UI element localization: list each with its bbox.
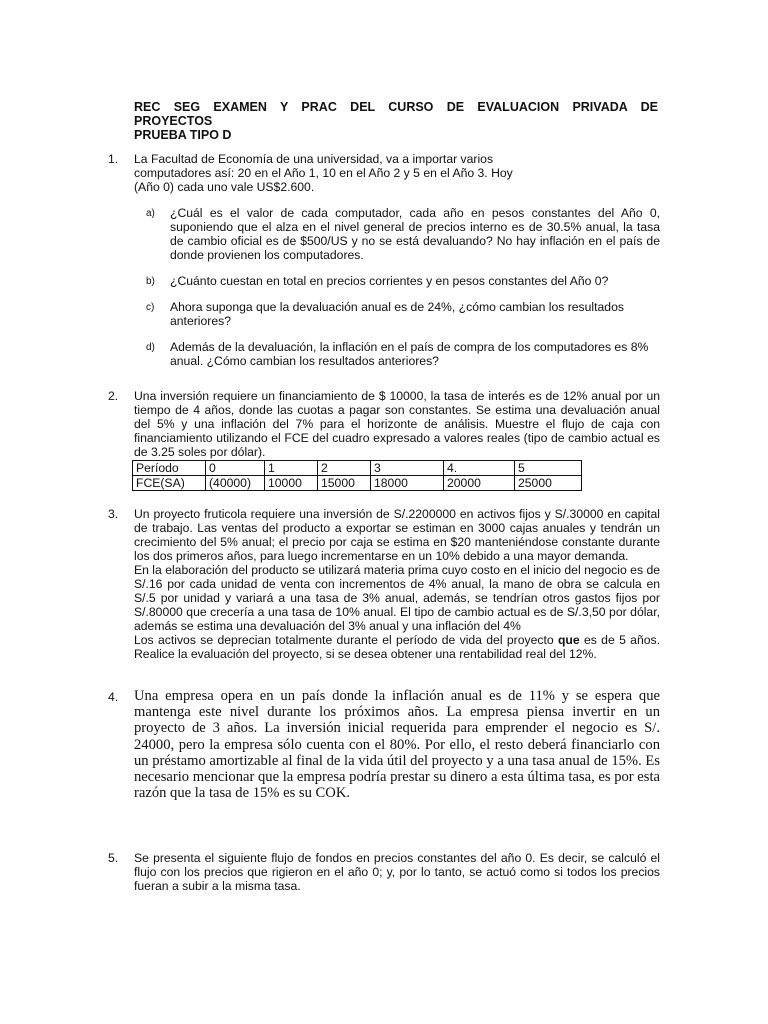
question-number: 1. — [108, 152, 119, 166]
table-cell: 0 — [206, 461, 265, 476]
sub-letter: c) — [146, 302, 155, 313]
sub-text: Ahora suponga que la devaluación anual es de 24%, ¿cómo cambian los resultados anteriores? — [170, 300, 624, 328]
title-line-1: REC SEG EXAMEN Y PRAC DEL CURSO DE EVALUACION PRIVADA DE — [134, 100, 658, 114]
table-cell: 4. — [444, 461, 515, 476]
paragraph — [134, 633, 660, 661]
paragraph: En la elaboración del producto se utilizará materia prima cuyo costo en el inicio del negocio es de S/.16 por cada unidad de venta con incrementos de 4% anual, la mano de obra se calcula en S/.5 por unidad y variará a una tasa de 3% anual, además, se tendrían otros gastos fijos por S/.80000 que crecería a una tasa de 10% anual. El tipo de cambio actual es de S/.3,50 por dólar, además se estima una devaluación del 3% anual y una inflación del 4% — [134, 563, 660, 633]
table-cell: 20000 — [444, 476, 515, 491]
sub-letter: d) — [146, 342, 155, 353]
question-1 — [108, 152, 660, 368]
question-text: Se presenta el siguiente flujo de fondos en precios constantes del año 0. Es decir, se calculó el flujo con los precios que rigieron en el año 0; y, por lo tanto, se actuó como si todos los precios fueran a subir a la misma tasa. — [134, 851, 660, 893]
table-cell: 18000 — [371, 476, 444, 491]
sub-question-c — [146, 300, 660, 328]
sub-letter: a) — [146, 208, 155, 219]
table-cell: 2 — [318, 461, 371, 476]
table-cell: 3 — [371, 461, 444, 476]
sub-text: ¿Cuánto cuestan en total en precios corrientes y en pesos constantes del Año 0? — [170, 274, 609, 288]
question-text: La Facultad de Economía de una universidad, va a importar varios computadores así: 20 en el Año 1, 10 en el Año 2 y 5 en el Año 3. Hoy (Año 0) cada uno vale US$2.600. — [134, 152, 513, 194]
question-number: 5. — [108, 851, 119, 865]
question-number: 2. — [108, 389, 119, 403]
sub-question-d — [146, 340, 660, 368]
table-cell: 10000 — [265, 476, 318, 491]
bold-word: que — [557, 633, 580, 647]
question-3 — [108, 507, 660, 661]
table-cell: Período — [133, 461, 206, 476]
table-row — [133, 476, 582, 491]
table-cell: FCE(SA) — [133, 476, 206, 491]
sub-text: Además de la devaluación, la inflación en el país de compra de los computadores es 8% anual. ¿Cómo cambian los resultados anteriores? — [170, 340, 649, 368]
title-line-3: PRUEBA TIPO D — [134, 128, 232, 142]
question-text: Una empresa opera en un país donde la inflación anual es de 11% y se espera que mantenga este nivel durante los próximos años. La empresa piensa invertir en un proyecto de 3 años. La inversión inicial requerida para emprender el negocio es S/. 24000, pero la empresa sólo cuenta con el 80%. Por ello, el resto deberá financiarlo con un préstamo amortizable al final de la vida útil del proyecto y a una tasa anual de 15%. Es necesario mencionar que la empresa podría prestar su dinero a esta última tasa, es por esta razón que la tasa de 15% es su COK. — [134, 688, 660, 802]
table-row — [133, 461, 582, 476]
title-line-2: PROYECTOS — [134, 114, 213, 128]
question-number: 3. — [108, 507, 119, 521]
sub-letter: b) — [146, 276, 155, 287]
paragraph: Un proyecto fruticola requiere una inversión de S/.2200000 en activos fijos y S/.30000 en capital de trabajo. Las ventas del producto a exportar se estiman en 3000 cajas anuales y tendrán un crecimiento del 5% anual; el precio por caja se estima en $20 manteniéndose constante durante los dos primeros años, para luego incrementarse en un 10% debido a una mayor demanda. — [134, 507, 660, 563]
question-4 — [108, 688, 660, 801]
text-run: es de 5 años. Realice la evaluación del proyecto, si se desea obtener una rentabilidad real del 12%. — [134, 633, 660, 661]
table-cell: 15000 — [318, 476, 371, 491]
table-cell: (40000) — [206, 476, 265, 491]
question-text: Una inversión requiere un financiamiento de $ 10000, la tasa de interés es de 12% anual por un tiempo de 4 años, donde las cuotas a pagar son constantes. Se estima una devaluación anual del 5% y una inflación del 7% para el horizonte de análisis. Muestre el flujo de caja con financiamiento utilizando el FCE del cuadro expresado a valores reales (tipo de cambio actual es de 3.25 soles por dólar). — [134, 389, 660, 459]
fce-table — [132, 460, 582, 491]
table-cell: 5 — [515, 461, 582, 476]
question-5 — [108, 851, 660, 893]
text-run: Los activos se deprecian totalmente durante el período de vida del proyecto — [134, 633, 558, 647]
document-title — [134, 100, 658, 142]
table-cell: 25000 — [515, 476, 582, 491]
sub-question-b — [146, 274, 660, 288]
question-number: 4. — [108, 690, 119, 704]
sub-text: ¿Cuál es el valor de cada computador, cada año en pesos constantes del Año 0, suponiendo que el alza en el nivel general de precios interno es de 30.5% anual, la tasa de cambio oficial es de $500/US y no se está devaluando? No hay inflación en el país de donde provienen los computadores. — [170, 206, 660, 262]
table-cell: 1 — [265, 461, 318, 476]
question-2 — [108, 389, 660, 491]
sub-question-a — [146, 206, 660, 262]
